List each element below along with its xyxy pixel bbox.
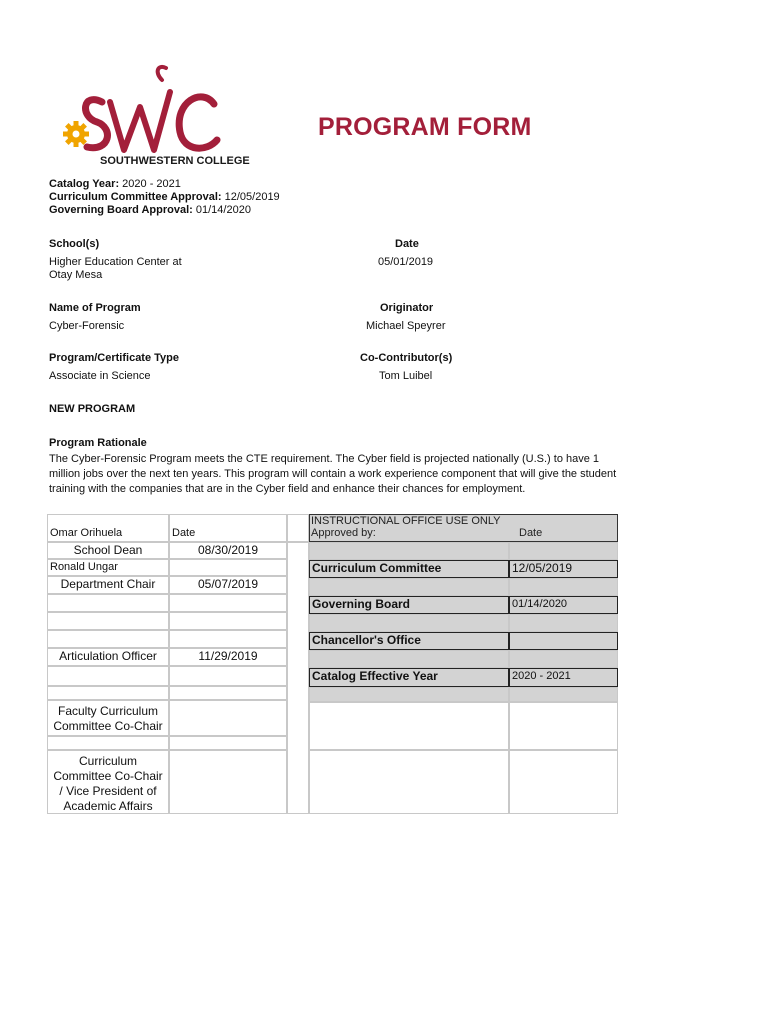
- sig-role5-line2: Committee Co-Chair: [53, 769, 163, 783]
- program-name: Cyber-Forensic: [49, 320, 125, 332]
- office-cc-label: Curriculum Committee: [309, 560, 509, 578]
- sig-date-header-cell: [169, 514, 287, 542]
- office-date-header: Date: [519, 527, 543, 539]
- sig-empty: [169, 666, 287, 686]
- sig-empty: [169, 594, 287, 612]
- new-program-heading: NEW PROGRAM: [49, 403, 136, 415]
- office-gb-label: Governing Board: [309, 596, 509, 614]
- sig-empty: [47, 630, 169, 648]
- sig-role5-line3: / Vice President of: [59, 784, 157, 798]
- sig-name-cell: [47, 514, 169, 542]
- sig-date-header: Date: [172, 527, 196, 539]
- gb-approval: 01/14/2020: [195, 204, 251, 216]
- swc-logo: [62, 62, 252, 172]
- sig-empty: [169, 750, 287, 814]
- sig-empty: [47, 666, 169, 686]
- office-blank: [509, 750, 618, 814]
- sig-role4: [47, 700, 169, 736]
- sig-spacer-column: [287, 542, 309, 814]
- sig-empty: [169, 700, 287, 736]
- office-chancellor-date: [509, 632, 618, 650]
- gb-approval-label: Governing Board Approval:: [49, 204, 193, 216]
- office-blank: [309, 750, 509, 814]
- gear-icon: [63, 121, 89, 147]
- office-gb-date: 01/14/2020: [509, 596, 618, 614]
- sig-date3: 11/29/2019: [169, 648, 287, 666]
- schools-line2: Otay Mesa: [49, 269, 103, 281]
- swc-logo-graphic: [62, 62, 252, 172]
- originator: Michael Speyrer: [366, 320, 446, 332]
- office-header-line1: INSTRUCTIONAL OFFICE USE ONLY: [311, 515, 501, 527]
- cc-approval-label: Curriculum Committee Approval:: [49, 191, 222, 203]
- sig-role1: School Dean: [47, 542, 169, 559]
- sig-name1: Omar Orihuela: [50, 527, 123, 539]
- office-empty: [509, 650, 618, 668]
- cocontributor-label: Co-Contributor(s): [360, 352, 453, 364]
- originator-label: Originator: [380, 302, 434, 314]
- sig-role2: Department Chair: [47, 576, 169, 594]
- office-empty: [309, 578, 509, 596]
- type-label: Program/Certificate Type: [49, 352, 180, 364]
- sig-empty: [169, 736, 287, 750]
- sig-empty: [47, 736, 169, 750]
- office-chancellor-label: Chancellor's Office: [309, 632, 509, 650]
- sig-empty: [169, 686, 287, 700]
- office-cc-date: 12/05/2019: [509, 560, 618, 578]
- catalog-year: 2020 - 2021: [122, 178, 181, 190]
- office-empty: [509, 542, 618, 560]
- schools-line1: Higher Education Center at: [49, 256, 182, 268]
- sig-spacer: [287, 514, 309, 542]
- office-catalog-label: Catalog Effective Year: [309, 668, 509, 687]
- sig-role4-line1: Faculty Curriculum: [57, 704, 159, 718]
- office-empty: [509, 578, 618, 596]
- office-empty: [509, 614, 618, 632]
- date-label: Date: [395, 238, 419, 250]
- cocontributor: Tom Luibel: [379, 370, 433, 382]
- date-value: 05/01/2019: [378, 256, 434, 268]
- office-catalog-value: 2020 - 2021: [509, 668, 618, 687]
- rationale-label: Program Rationale: [49, 437, 147, 449]
- office-blank: [509, 702, 618, 750]
- rationale-text: The Cyber-Forensic Program meets the CTE requirement. The Cyber field is projected nationally (U.S.) to have 1 million jobs over the next ten years. This program will contain a work experience component that will give the student training with the companies that are in the Cyber field and enhance their chances for employment.: [49, 453, 617, 495]
- schools-label: School(s): [49, 238, 100, 250]
- sig-date2: 05/07/2019: [169, 576, 287, 594]
- sig-empty: [169, 612, 287, 630]
- schools-value: [49, 256, 182, 282]
- sig-empty: [47, 594, 169, 612]
- sig-role5-line4: Academic Affairs: [63, 799, 153, 813]
- sig-empty: [47, 612, 169, 630]
- office-empty: [509, 687, 618, 702]
- sig-role3: Articulation Officer: [47, 648, 169, 666]
- office-empty: [309, 650, 509, 668]
- page-title: PROGRAM FORM: [318, 113, 532, 141]
- office-empty: [309, 687, 509, 702]
- office-empty: [309, 614, 509, 632]
- logo-subtitle: SOUTHWESTERN COLLEGE: [100, 155, 250, 167]
- sig-role4-line2: Committee Co-Chair: [53, 719, 163, 733]
- office-blank: [309, 702, 509, 750]
- program-name-label: Name of Program: [49, 302, 141, 314]
- sig-empty: [47, 686, 169, 700]
- sig-name2: Ronald Ungar: [47, 559, 169, 576]
- sig-role5: [47, 750, 169, 814]
- sig-date1: 08/30/2019: [169, 542, 287, 559]
- type-value: Associate in Science: [49, 370, 151, 382]
- sig-role5-line1: Curriculum: [78, 754, 137, 768]
- catalog-meta: [49, 178, 280, 217]
- sig-empty: [169, 630, 287, 648]
- office-empty: [309, 542, 509, 560]
- catalog-year-label: Catalog Year:: [49, 178, 120, 190]
- office-header: [309, 514, 618, 542]
- office-header-line2: Approved by:: [311, 527, 376, 539]
- sig-empty: [169, 559, 287, 576]
- cc-approval: 12/05/2019: [224, 191, 280, 203]
